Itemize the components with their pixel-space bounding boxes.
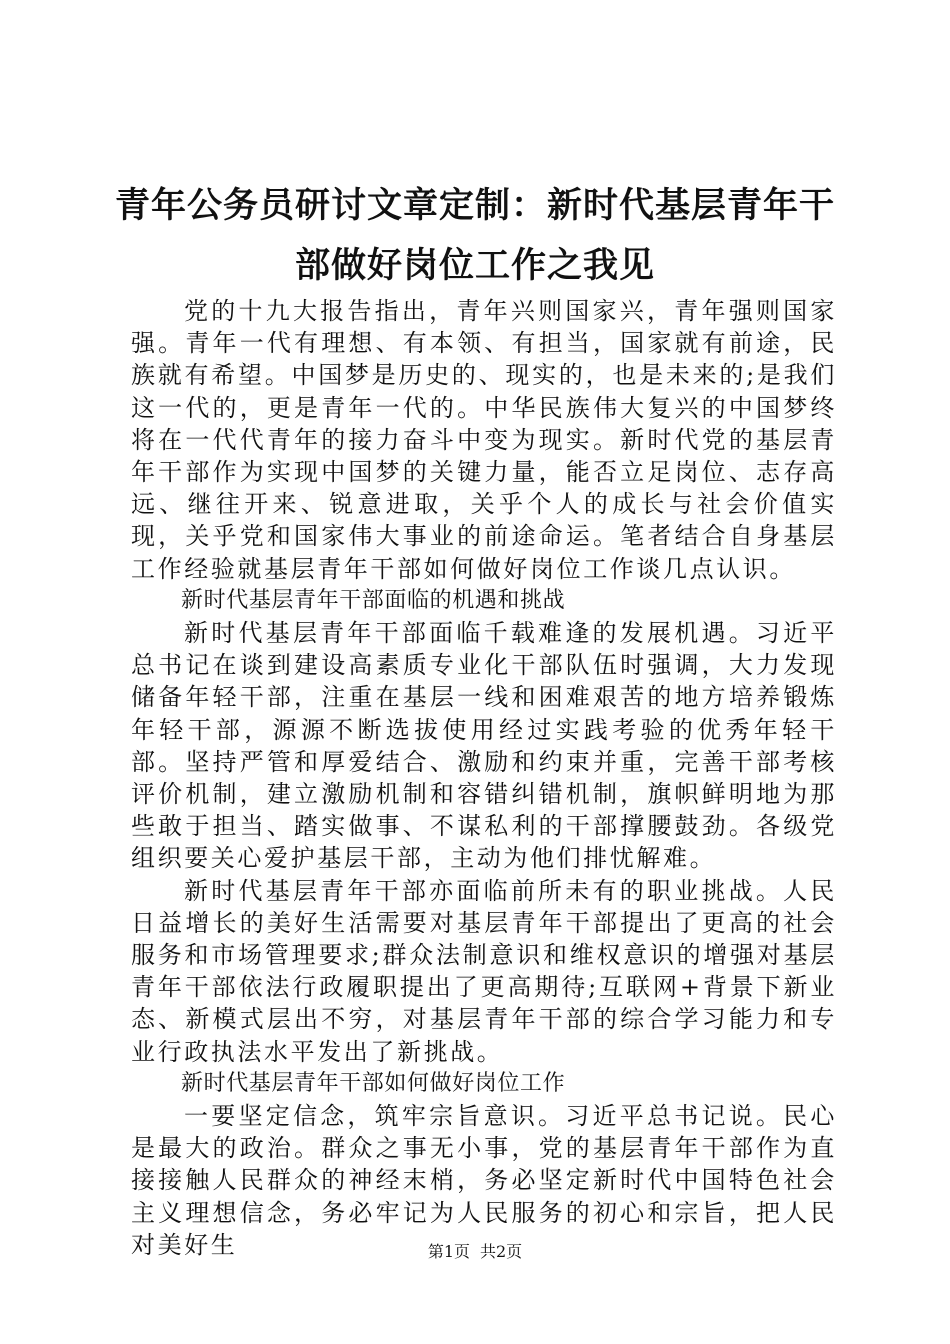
paragraph-opportunities: 新时代基层青年干部面临千载难逢的发展机遇。习近平总书记在谈到建设高素质专业化干部队伍时强调，大力发现储备年轻干部，注重在基层一线和困难艰苦的地方培养锻炼年轻干部，源源不断选拔使用经过实践考验的优秀年轻干部。坚持严管和厚爱结合、激励和约束并重，完善干部考核评价机制，建立激励机制和容错纠错机制，旗帜鲜明地为那些敢于担当、踏实做事、不谋私利的干部撑腰鼓劲。各级党组织要关心爱护基层干部，主动为他们排忧解难。: [131, 619, 837, 873]
document-title: 青年公务员研讨文章定制：新时代基层青年干部做好岗位工作之我见: [114, 186, 835, 286]
page-footer: [0, 1242, 950, 1262]
section-heading-how-to: 新时代基层青年干部如何做好岗位工作: [181, 1070, 566, 1096]
paragraph-intro: 党的十九大报告指出，青年兴则国家兴，青年强则国家强。青年一代有理想、有本领、有担当，国家就有前途，民族就有希望。中国梦是历史的、现实的，也是未来的;是我们这一代的，更是青年一代的。中华民族伟大复兴的中国梦终将在一代代青年的接力奋斗中变为现实。新时代党的基层青年干部作为实现中国梦的关键力量，能否立足岗位、志存高远、继往开来、锐意进取，关乎个人的成长与社会价值实现，关乎党和国家伟大事业的前途命运。笔者结合自身基层工作经验就基层青年干部如何做好岗位工作谈几点认识。: [131, 297, 837, 583]
paragraph-challenges: 新时代基层青年干部亦面临前所未有的职业挑战。人民日益增长的美好生活需要对基层青年干部提出了更高的社会服务和市场管理要求;群众法制意识和维权意识的增强对基层青年干部依法行政履职提出了更高期待;互联网+背景下新业态、新模式层出不穷，对基层青年干部的综合学习能力和专业行政执法水平发出了新挑战。: [131, 876, 837, 1066]
page-number-total: 共2页: [480, 1242, 523, 1261]
page-number-current: 第1页: [427, 1242, 470, 1261]
section-heading-opportunities: 新时代基层青年干部面临的机遇和挑战: [181, 587, 566, 613]
document-body: [131, 295, 837, 1261]
paragraph-first-point: 一要坚定信念，筑牢宗旨意识。习近平总书记说。民心是最大的政治。群众之事无小事，党的基层青年干部作为直接接触人民群众的神经末梢，务必坚定新时代中国特色社会主义理想信念，务必牢记为人民服务的初心和宗旨，把人民对美好生: [131, 1102, 837, 1259]
